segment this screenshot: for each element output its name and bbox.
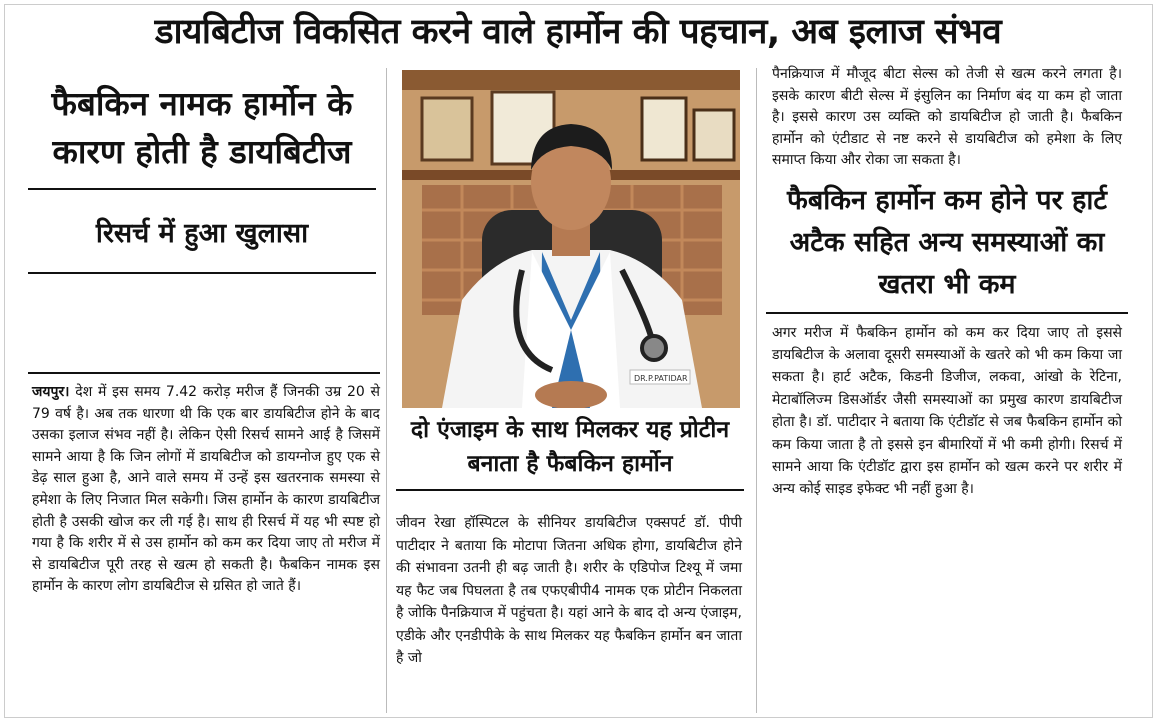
column-divider (386, 68, 387, 713)
right-article-body: अगर मरीज में फैबकिन हार्मोन को कम कर दिया जाए तो इससे डायबिटीज के अलावा दूसरी समस्याओं के खतरे को भी कम किया जा सकता है। हार्ट अटैक, किडनी डिजीज, लकवा, आंखो के रेटिना, मेटाबॉलिज्म डिसऑर्डर जैसी समस्याओं का प्रमुख कारण डायबिटीज होता है। डॉ. पाटीदार ने बताया कि एंटीडॉट से जब फैबकिन हार्मोन को कम किया जाता है तो इससे इन बीमारियों में भी कमी होगी। रिसर्च में सामने आया कि एंटीडॉट द्वारा इस हार्मोन को खत्म करने पर शरीर में अन्य कोई साइड इफेक्ट भी नहीं हुआ है। (772, 324, 1123, 498)
column-divider (756, 68, 757, 713)
right-column (766, 64, 1128, 716)
left-title: फैबकिन नामक हार्मोन के कारण होती है डायबिटीज (28, 80, 376, 190)
middle-article-body: जीवन रेखा हॉस्पिटल के सीनियर डायबिटीज एक्सपर्ट डॉ. पीपी पाटीदार ने बताया कि मोटापा जितना अधिक होगा, डायबिटीज होने की संभावना उतनी ही बढ़ जाती है। शरीर के एडिपोज टिश्यू में जमा यह फैट जब पिघलता है तब एफएबीपी4 नामक एक प्रोटीन निकलता है जोकि पैनक्रियाज में पहुंचता है। यहां आने के बाद दो अन्य एंजाइम, एडीके और एनडीपीके के साथ मिलकर यह फैबकिन हार्मोन बन जाता है जो (396, 515, 742, 666)
doctor-photo (402, 70, 740, 408)
left-article-body (28, 372, 380, 598)
doctor-photo-illustration (402, 70, 740, 408)
dateline: जयपुर। (32, 384, 70, 400)
coat-badge: DR.P.PATIDAR (634, 374, 688, 383)
right-title: फैबकिन हार्मोन कम होने पर हार्ट अटैक सहित अन्य समस्याओं का खतरा भी कम (766, 180, 1128, 314)
main-headline: डायबिटीज विकसित करने वाले हार्मोन की पहचान, अब इलाज संभव (154, 12, 1002, 52)
middle-column (396, 68, 744, 716)
left-subtitle: रिसर्च में हुआ खुलासा (28, 216, 376, 274)
left-body-text: देश में इस समय 7.42 करोड़ मरीज हैं जिनकी उम्र 20 से 79 वर्ष है। अब तक धारणा थी कि एक बार डायबिटीज होने के बाद उसका इलाज संभव नहीं है। लेकिन ऐसी रिसर्च सामने आई है जिसमें सामने आया है कि जिन लोगों में डायबिटीज को डायग्नोज हुए एक से डेढ़ साल हुआ है, आने वाले समय में उन्हें इस खतरनाक समस्या से हमेशा के लिए निजात मिल सकेगी। जिस हार्मोन के कारण डायबिटीज होती है उसकी खोज कर ली गई है। साथ ही रिसर्च में यह भी स्पष्ट हो गया है कि शरीर में से उस हार्मोन को कम कर दिया जाए तो मरीज में से डायबिटीज पूरी तरह से खत्म हो सकती है। फैबकिन नामक इस हार्मोन के कारण लोग डायबिटीज से ग्रसित हो जाते हैं। (32, 384, 380, 595)
photo-caption: दो एंजाइम के साथ मिलकर यह प्रोटीन बनाता है फैबकिन हार्मोन (396, 413, 744, 491)
left-column (28, 68, 380, 716)
right-top-body: पैनक्रियाज में मौजूद बीटा सेल्स को तेजी से खत्म करने लगता है। इसके कारण बीटी सेल्स में इंसुलिन का निर्माण बंद या कम हो जाता है। इससे कारण उस व्यक्ति को डायबिटीज हो जाती है। फैबकिन हार्मोन को एंटीडाट से नष्ट करने से डायबिटीज को हमेशा के लिए समाप्त किया और रोका जा सकता है। (772, 66, 1122, 168)
